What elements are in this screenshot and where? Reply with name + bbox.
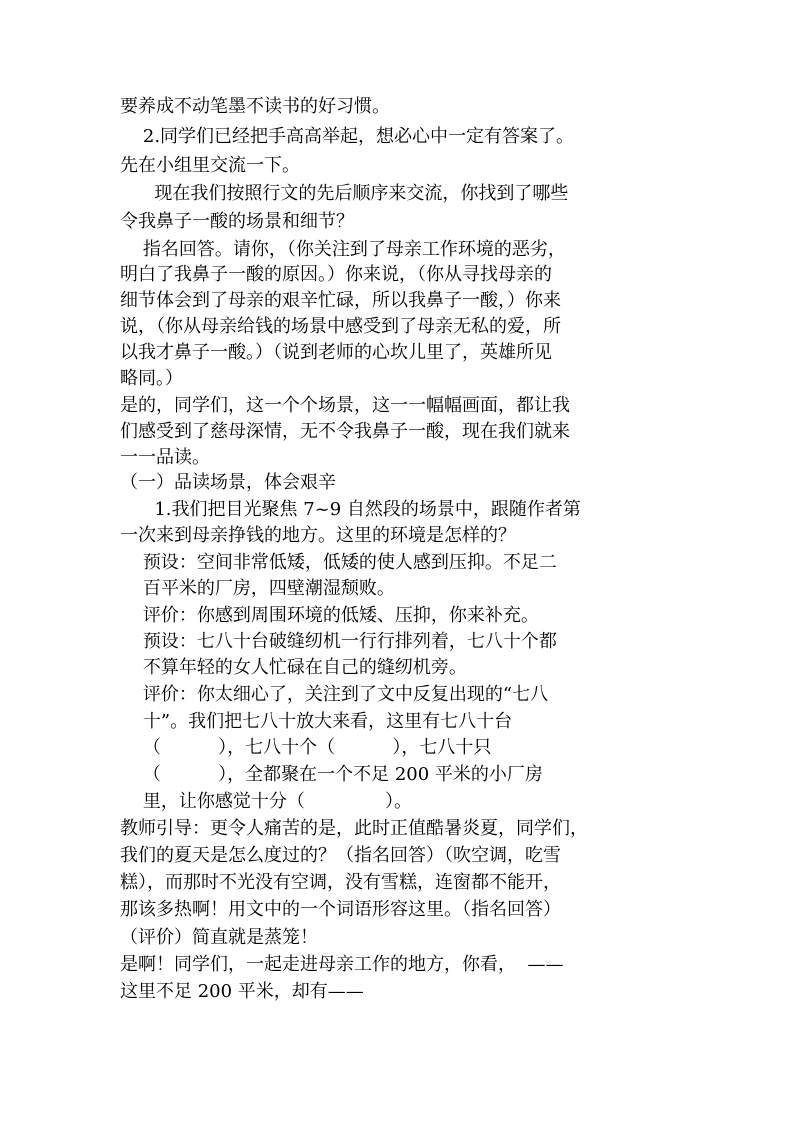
text-line: 说，（你从母亲给钱的场景中感受到了母亲无私的爱，所 — [120, 316, 561, 337]
text-line: 们感受到了慈母深情，无不令我鼻子一酸，现在我们就来 — [120, 421, 570, 442]
text-line: 现在我们按照行文的先后顺序来交流，你找到了哪些 — [120, 183, 569, 204]
text-line: （ ），七八十个（ ），七八十只 — [120, 737, 492, 758]
text-line: 这里不足 200 平米，却有—— — [120, 981, 364, 1002]
text-line: 先在小组里交流一下。 — [120, 155, 300, 176]
text-line: 我们的夏天是怎么度过的？（指名回答）（吹空调，吃雪 — [120, 845, 561, 866]
text-line: 糕），而那时不光没有空调，没有雪糕，连窗都不能开， — [120, 872, 561, 893]
text-line: 以我才鼻子一酸。）（说到老师的心坎儿里了，英雄所见 — [120, 342, 552, 363]
text-line: 要养成不动笔墨不读书的好习惯。 — [120, 96, 390, 117]
text-line: 一次来到母亲挣钱的地方。这里的环境是怎样的？ — [120, 525, 516, 546]
text-line: 是的，同学们，这一个个场景，这一一幅幅画面，都让我 — [120, 395, 570, 416]
text-line: 一一品读。 — [120, 447, 210, 468]
text-line: 指名回答。请你，（你关注到了母亲工作环境的恶劣， — [120, 239, 566, 260]
text-line: 那该多热啊！用文中的一个词语形容这里。（指名回答） — [120, 899, 561, 920]
text-line: 略同。） — [120, 368, 183, 389]
text-line: （ ），全都聚在一个不足 200 平米的小厂房 — [120, 764, 543, 785]
text-line: 百平米的厂房，四壁潮湿颓败。 — [120, 578, 395, 599]
text-line: 里，让你感觉十分（ ）。 — [120, 791, 412, 812]
text-line: 1.我们把目光聚焦 7~9 自然段的场景中，跟随作者第 — [120, 499, 581, 520]
text-line: 评价：你感到周围环境的低矮、压抑，你来补充。 — [120, 605, 539, 626]
text-line: 预设：空间非常低矮，低矮的使人感到压抑。不足二 — [120, 552, 557, 573]
text-line: 令我鼻子一酸的场景和细节？ — [120, 211, 354, 232]
text-line: 教师引导：更令人痛苦的是，此时正值酷暑炎夏，同学们， — [120, 818, 588, 839]
text-line: 明白了我鼻子一酸的原因。）你来说，（你从寻找母亲的 — [120, 264, 552, 285]
text-line: 是啊！同学们，一起走进母亲工作的地方，你看， —— — [120, 954, 564, 975]
text-line: 细节体会到了母亲的艰辛忙碌，所以我鼻子一酸，）你来 — [120, 290, 561, 311]
section-heading: （一）品读场景，体会艰辛 — [120, 472, 336, 493]
text-line: 十”。我们把七八十放大来看，这里有七八十台 — [120, 711, 513, 732]
text-line: 预设：七八十台破缝纫机一行行排列着，七八十个都 — [120, 631, 557, 652]
text-line: 不算年轻的女人忙碌在自己的缝纫机旁。 — [120, 657, 467, 678]
text-line: 2.同学们已经把手高高举起，想必心中一定有答案了。 — [120, 126, 575, 147]
text-line: 评价：你太细心了，关注到了文中反复出现的“七八 — [120, 684, 549, 705]
text-line: （评价）简直就是蒸笼！ — [120, 927, 318, 948]
